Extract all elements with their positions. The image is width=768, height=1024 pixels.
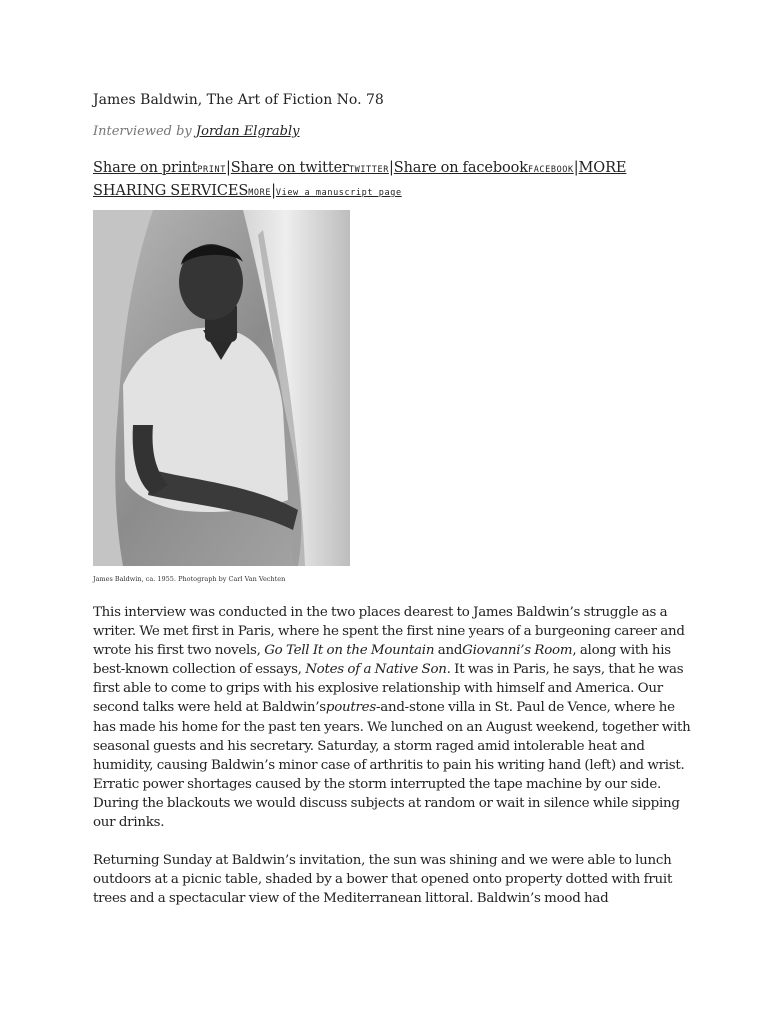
share-separator: | <box>573 160 579 176</box>
portrait-image <box>93 210 350 566</box>
book-title-notes-native-son: Notes of a Native Son <box>305 662 447 678</box>
p1-text-e: -and-stone villa in St. Paul de Vence, where he has made his home for the past ten years. We lunched on an August weekend, together with seasonal guests and his secretary. Saturday, a storm raged amid intolerable heat and humidity, causing Baldwin’s minor case of arthritis to pain his writing hand (left) and wrist. Erratic power shortages caused by the storm interrupted the tape machine by our side. During the blackouts we would discuss subjects at random or wait in silence while sipping our drinks. <box>93 700 691 831</box>
share-twitter-link[interactable] <box>231 160 389 176</box>
book-title-go-tell-it: Go Tell It on the Mountain <box>264 643 435 659</box>
share-twitter-label: Share on twitter <box>230 160 349 176</box>
photo-caption: James Baldwin, ca. 1955. Photograph by Carl Van Vechten <box>93 575 286 583</box>
share-separator: | <box>388 160 394 176</box>
share-facebook-small: FACEBOOK <box>528 165 574 175</box>
share-separator: | <box>271 183 276 199</box>
term-poutres: poutres <box>325 700 376 716</box>
share-print-small: PRINT <box>197 165 226 175</box>
author-portrait-photo <box>93 210 350 566</box>
body-paragraph-2: Returning Sunday at Baldwin’s invitation, the sun was shining and we were able to lunch outdoors at a picnic table, shaded by a bower that opened onto property dotted with fruit trees and a spectacular view of the Mediterranean littoral. Baldwin’s mood had <box>93 853 673 907</box>
share-print-link[interactable] <box>93 160 226 176</box>
p1-text-a: This interview was conducted in the two places dearest to James Baldwin’s struggle as a writer. We met first in Paris, where he spent the first nine years of a burgeoning career and wrote his first two novels, <box>93 605 685 659</box>
more-sharing-label: MORE SHARING SERVICES <box>93 160 627 199</box>
p1-text-c: , along with his best-known collection of essays, <box>93 643 671 678</box>
byline <box>93 122 300 142</box>
manuscript-page-link[interactable]: View a manuscript page <box>275 188 402 198</box>
share-twitter-small: TWITTER <box>348 165 389 175</box>
share-print-label: Share on print <box>93 160 198 176</box>
more-sharing-small: MORE <box>248 188 272 198</box>
p1-text-b: and <box>434 643 463 659</box>
book-title-giovannis-room: Giovanni’s Room <box>462 643 573 659</box>
author-link[interactable]: Jordan Elgrably <box>195 124 300 139</box>
share-facebook-label: Share on facebook <box>393 160 528 176</box>
byline-prefix: Interviewed by <box>93 124 196 139</box>
share-separator: | <box>225 160 231 176</box>
body-paragraph-1 <box>93 603 693 832</box>
share-bar <box>93 158 663 204</box>
p1-text-d: . It was in Paris, he says, that he was first able to come to grips with his explosive relationship with himself and America. Our second talks were held at Baldwin’s <box>93 662 684 716</box>
article-title: James Baldwin, The Art of Fiction No. 78 <box>93 92 384 108</box>
share-facebook-link[interactable] <box>394 160 574 176</box>
